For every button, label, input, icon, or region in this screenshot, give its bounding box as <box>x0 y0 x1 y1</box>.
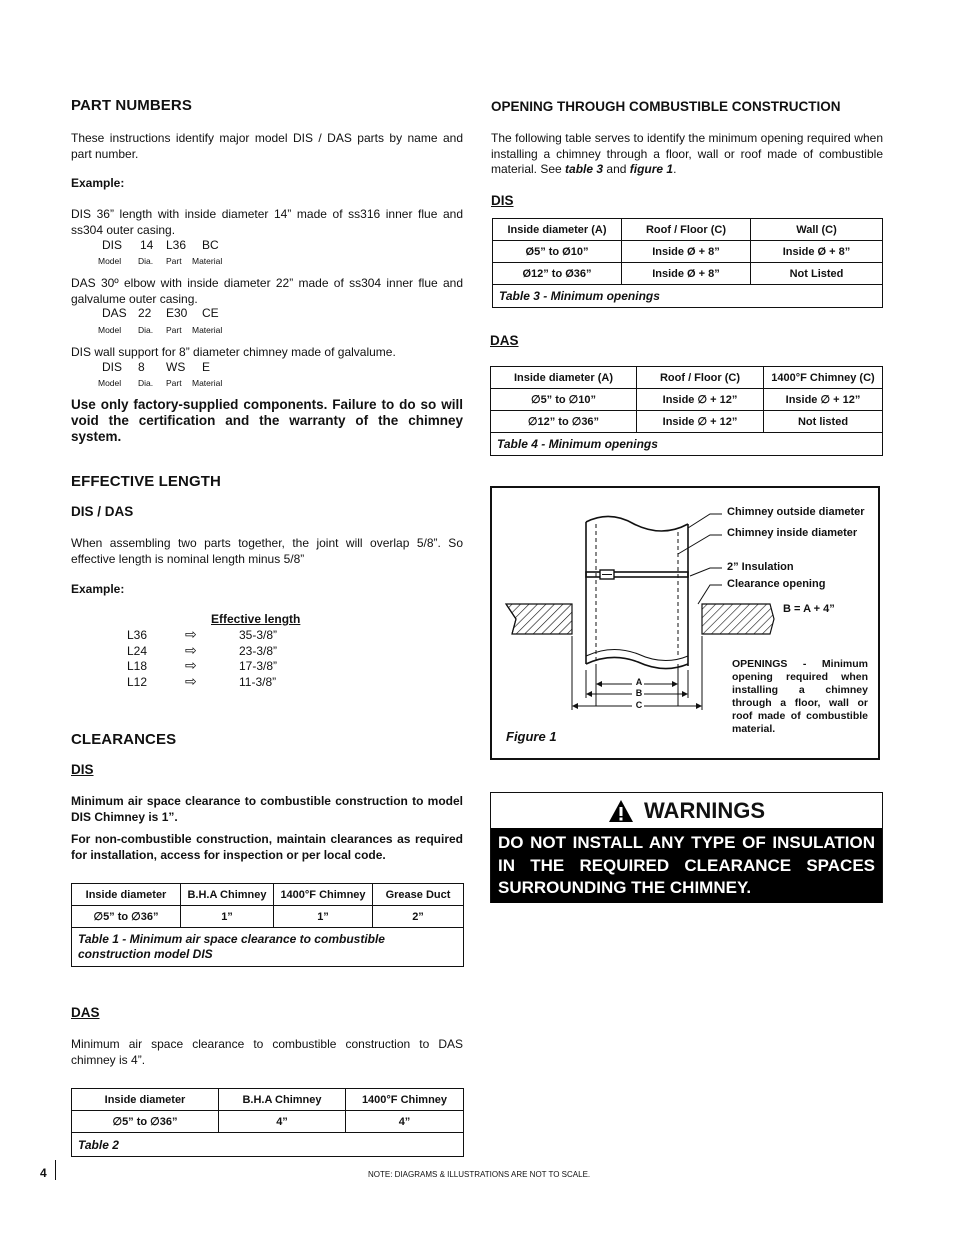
table-row: Ø5” to Ø10” Inside Ø + 8” Inside Ø + 8” <box>493 241 883 263</box>
warnings-title: WARNINGS <box>644 797 765 823</box>
dimension-lines <box>572 636 702 710</box>
dim-label-c: C <box>635 700 643 710</box>
floor-left <box>506 604 572 634</box>
table-4-label: DAS <box>490 333 519 348</box>
effective-length-heading: EFFECTIVE LENGTH <box>71 473 221 490</box>
table-row: ∅12” to ∅36” Inside ∅ + 12” Not listed <box>491 411 883 433</box>
opening-text: The following table serves to identify the minimum opening required when installing a chimney through a floor, wall or roof made of combustible material. See table 3 and figure 1. <box>491 131 883 176</box>
clearances-das-text: Minimum air space clearance to combustible construction to DAS chimney is 4”. <box>71 1037 463 1067</box>
example-2-code: DAS 22 E30 CE <box>102 306 219 320</box>
warnings-body: DO NOT INSTALL ANY TYPE OF INSULATION IN THE REQUIRED CLEARANCE SPACES SURROUNDING THE CHIMNEY. <box>491 828 882 903</box>
dim-label-a: A <box>635 677 643 687</box>
arrow-right-icon: ⇨ <box>185 657 197 673</box>
table-caption-row: Table 3 - Minimum openings <box>493 285 883 308</box>
figure-note: OPENINGS - Minimum opening required when installing a chimney through a floor, wall or roof made of combustible material. <box>732 658 868 735</box>
example-1-code-labels: Model Dia. Part Material <box>98 256 223 266</box>
leader-lines <box>678 514 722 604</box>
label-insulation: 2” Insulation <box>727 561 794 573</box>
effective-length-subheading: DIS / DAS <box>71 504 134 519</box>
label-formula: B = A + 4” <box>783 603 835 615</box>
list-item: L12 ⇨ 11-3/8” <box>127 672 277 689</box>
table-1 <box>71 883 464 967</box>
example-3-text: DIS wall support for 8” diameter chimney made of galvalume. <box>71 345 396 359</box>
figure-1 <box>490 486 880 760</box>
clearances-dis-label: DIS <box>71 762 94 777</box>
opening-heading: OPENING THROUGH COMBUSTIBLE CONSTRUCTION <box>491 99 841 114</box>
example-1-code: DIS 14 L36 BC <box>102 238 219 252</box>
example-2-code-labels: Model Dia. Part Material <box>98 325 223 335</box>
table-caption-row: Table 1 - Minimum air space clearance to combustible construction model DIS <box>72 928 464 967</box>
figure-caption: Figure 1 <box>506 729 557 744</box>
table-caption-row: Table 4 - Minimum openings <box>491 433 883 456</box>
list-item: L24 ⇨ 23-3/8” <box>127 641 278 658</box>
table-caption-row: Table 2 <box>72 1133 464 1157</box>
arrow-right-icon: ⇨ <box>185 641 197 658</box>
example-3-code-labels: Model Dia. Part Material <box>98 378 223 388</box>
example-3-code: DIS 8 WS E <box>102 360 211 374</box>
table-3 <box>492 218 883 308</box>
footer-note: NOTE: DIAGRAMS & ILLUSTRATIONS ARE NOT TO SCALE. <box>368 1170 591 1179</box>
chimney-casing <box>586 516 688 668</box>
table-4 <box>490 366 883 456</box>
effective-length-list <box>127 628 307 690</box>
table-row: Ø12” to Ø36” Inside Ø + 8” Not Listed <box>493 263 883 285</box>
part-numbers-heading: PART NUMBERS <box>71 97 192 114</box>
clearances-das-label: DAS <box>71 1005 100 1020</box>
list-item: L18 ⇨ 17-3/8” <box>127 657 278 673</box>
example-1-text: DIS 36” length with inside diameter 14” made of ss316 inner flue and ss304 outer casing. <box>71 207 463 237</box>
table-2 <box>71 1088 464 1157</box>
arrow-right-icon: ⇨ <box>185 672 197 689</box>
footer-divider <box>55 1160 56 1180</box>
clearances-heading: CLEARANCES <box>71 731 177 748</box>
part-numbers-intro: These instructions identify major model DIS / DAS parts by name and part number. <box>71 131 463 161</box>
table-3-label: DIS <box>491 193 514 208</box>
table-row: ∅5” to ∅10” Inside ∅ + 12” Inside ∅ + 12” <box>491 389 883 411</box>
effective-length-column-header: Effective length <box>211 612 301 626</box>
example-2-text: DAS 30º elbow with inside diameter 22” made of ss304 inner flue and galvalume outer casing. <box>71 276 463 306</box>
part-numbers-example-label: Example: <box>71 176 125 190</box>
effective-length-text: When assembling two parts together, the joint will overlap 5/8”. So effective length is nominal length minus 5/8” <box>71 536 463 566</box>
page-number: 4 <box>40 1166 47 1180</box>
floor-right <box>702 604 774 634</box>
table-header-row: Inside diameter (A) Roof / Floor (C) Wall (C) <box>493 219 883 241</box>
table-header-row: Inside diameter (A) Roof / Floor (C) 1400°F Chimney (C) <box>491 367 883 389</box>
clearances-dis-text-2: For non-combustible construction, maintain clearances as required for installation, access for inspection or per local code. <box>71 832 463 862</box>
label-inside-diameter: Chimney inside diameter <box>727 527 858 539</box>
table-row: ∅5” to ∅36” 4” 4” <box>72 1111 464 1133</box>
clearances-dis-text-1: Minimum air space clearance to combustible construction to model DIS Chimney is 1”. <box>71 794 463 824</box>
table-header-row: Inside diameter B.H.A Chimney 1400°F Chimney <box>72 1089 464 1111</box>
effective-length-example-label: Example: <box>71 582 125 596</box>
dim-label-b: B <box>635 688 643 698</box>
table-row: ∅5” to ∅36” 1” 1” 2” <box>72 906 464 928</box>
warnings-header <box>491 793 882 828</box>
label-clearance-opening: Clearance opening <box>727 578 826 590</box>
list-item: L36 ⇨ 35-3/8” <box>127 626 278 642</box>
warning-triangle-icon <box>608 799 634 823</box>
warnings-box <box>490 792 883 903</box>
factory-components-warning: Use only factory-supplied components. Failure to do so will void the certification and the warranty of the chimney system. <box>71 397 463 444</box>
label-outside-diameter: Chimney outside diameter <box>727 506 865 518</box>
table-header-row: Inside diameter B.H.A Chimney 1400°F Chimney Grease Duct <box>72 884 464 906</box>
arrow-right-icon: ⇨ <box>185 626 197 642</box>
